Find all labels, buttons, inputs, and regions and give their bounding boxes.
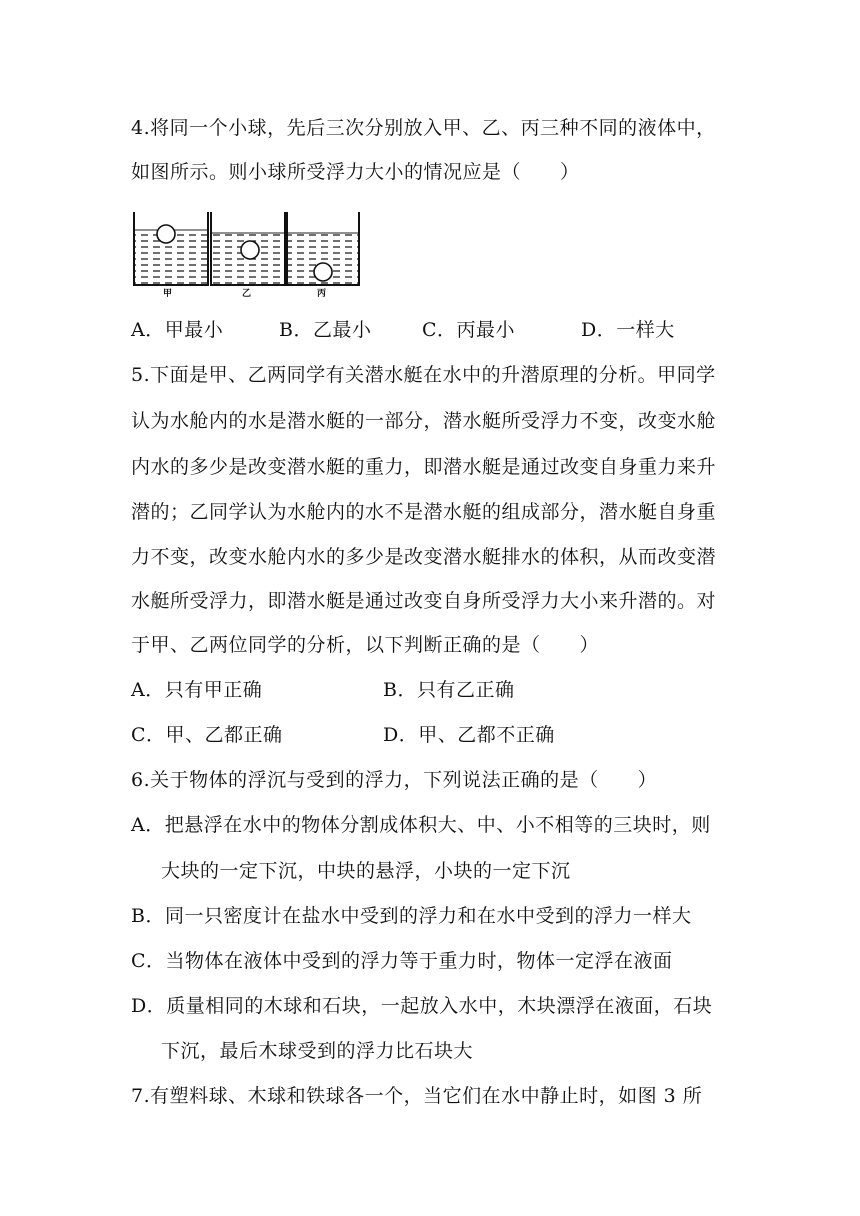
q5-line-3: 内水的多少是改变潜水艇的重力，即潜水艇是通过改变自身重力来升: [131, 456, 717, 478]
q4-option-c: C．丙最小: [422, 319, 516, 341]
q5-line-4: 潜的；乙同学认为水舱内的水不是潜水艇的组成部分，潜水艇自身重: [131, 501, 717, 523]
q4-option-b: B．乙最小: [279, 319, 372, 341]
q4-option-a: A．甲最小: [131, 319, 224, 341]
q4-stem-text: 4.将同一个小球，先后三次分别放入甲、乙、丙三种不同的液体中，: [131, 117, 716, 139]
beakers-diagram: [128, 208, 368, 288]
q6-option-b: B．同一只密度计在盐水中受到的浮力和在水中受到的浮力一样大: [131, 905, 692, 927]
q4-option-d: D．一样大: [581, 319, 675, 341]
q4-stem-line1: [131, 115, 731, 141]
q6-option-a-line2: 大块的一定下沉，中块的悬浮，小块的一定下沉: [161, 860, 571, 882]
q5-line-5: 力不变，改变水舱内水的多少是改变潜水艇排水的体积，从而改变潜: [131, 546, 717, 568]
q6-stem: 6.关于物体的浮沉与受到的浮力，下列说法正确的是（ ）: [131, 769, 658, 791]
q6-option-c: C．当物体在液体中受到的浮力等于重力时，物体一定浮在液面: [131, 950, 673, 972]
q5-option-b: B．只有乙正确: [383, 679, 515, 701]
beaker-jia: [134, 212, 208, 285]
q6-option-a-line1: A．把悬浮在水中的物体分割成体积大、中、小不相等的三块时，则: [131, 814, 711, 836]
q5-line-1: 5.下面是甲、乙两同学有关潜水艇在水中的升潜原理的分析。甲同学: [131, 364, 716, 386]
figure-label-yi: 乙: [242, 289, 252, 299]
q4-stem-line2: 如图所示。则小球所受浮力大小的情况应是（ ）: [131, 161, 580, 183]
q5-option-c: C．甲、乙都正确: [131, 724, 283, 746]
figure-label-bing: 丙: [317, 289, 327, 299]
figure-label-jia: 甲: [163, 289, 173, 299]
q5-option-a: A．只有甲正确: [131, 679, 263, 701]
beaker-bing: [287, 212, 359, 285]
q6-option-d-line1: D．质量相同的木球和石块，一起放入水中，木块漂浮在液面，石块: [131, 995, 713, 1017]
q6-option-d-line2: 下沉，最后木球受到的浮力比石块大: [161, 1040, 474, 1062]
q5-option-d: D．甲、乙都不正确: [383, 724, 555, 746]
beaker-yi: [211, 212, 285, 285]
q5-line-7: 于甲、乙两位同学的分析，以下判断正确的是（ ）: [131, 634, 600, 656]
q5-line-6: 水艇所受浮力，即潜水艇是通过改变自身所受浮力大小来升潜的。对: [131, 590, 717, 612]
q7-stem-line1: 7.有塑料球、木球和铁球各一个，当它们在水中静止时，如图 3 所: [131, 1085, 703, 1107]
q5-line-2: 认为水舱内的水是潜水艇的一部分，潜水艇所受浮力不变，改变水舱: [131, 410, 717, 432]
